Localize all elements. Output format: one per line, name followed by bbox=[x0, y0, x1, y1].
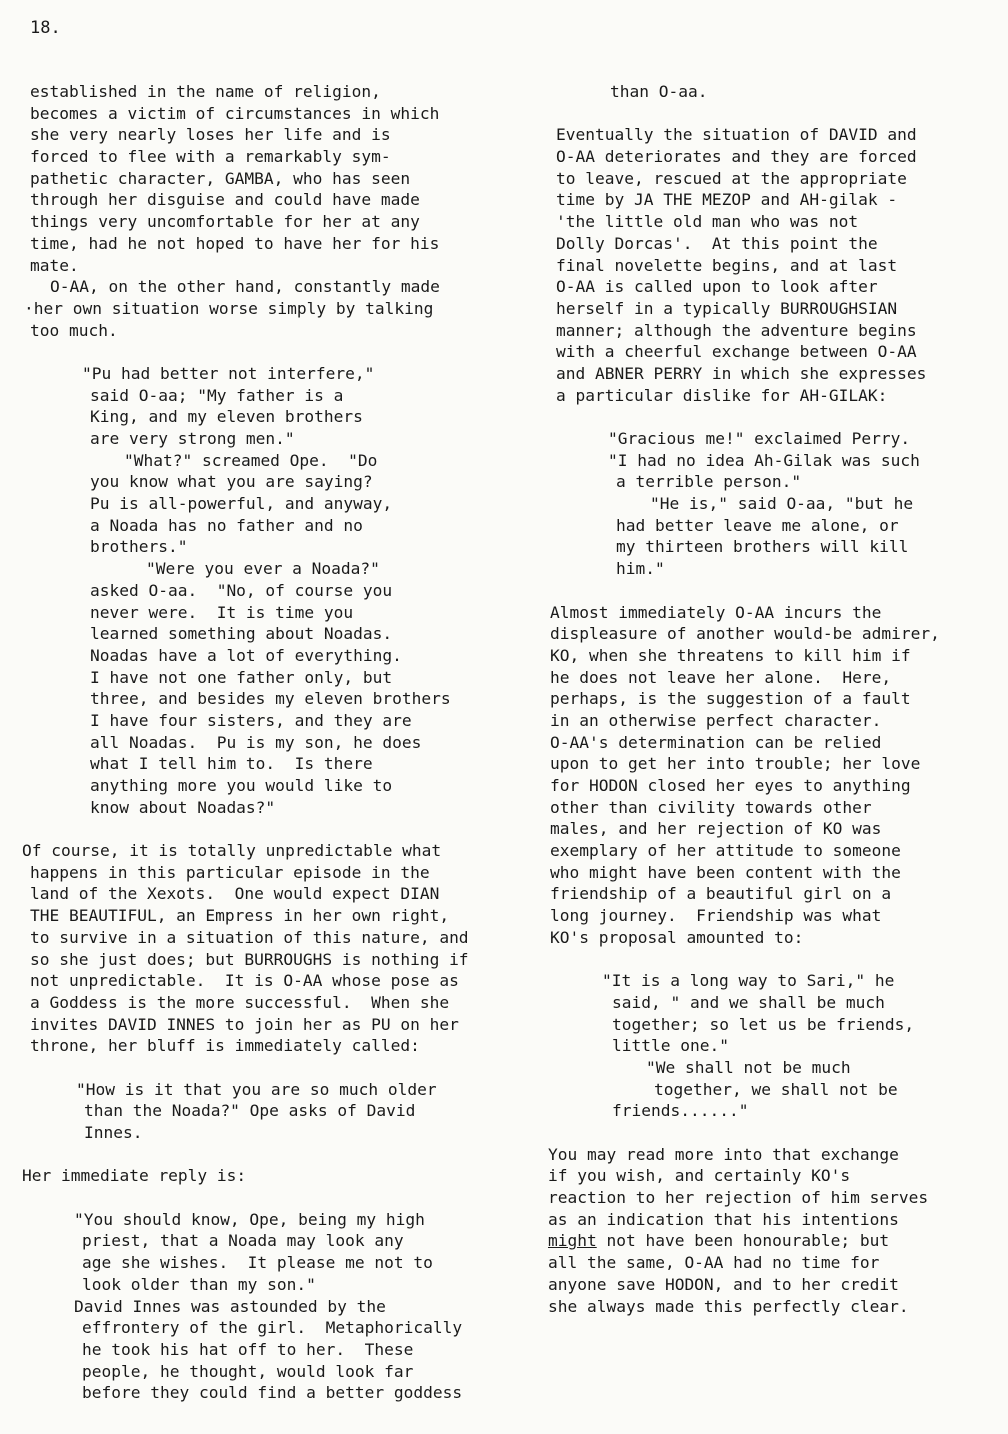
text-line: "How is it that you are so much older bbox=[76, 1079, 437, 1099]
text-line: in an otherwise perfect character. bbox=[550, 710, 882, 730]
text-line: effrontery of the girl. Metaphorically bbox=[82, 1318, 463, 1338]
text-line: Her immediate reply is: bbox=[22, 1166, 247, 1186]
text-line: happens in this particular episode in the bbox=[30, 862, 430, 882]
text-line: "It is a long way to Sari," he bbox=[602, 971, 895, 991]
text-line: brothers." bbox=[90, 537, 188, 557]
text-line: too much. bbox=[30, 320, 118, 340]
text-line: You may read more into that exchange bbox=[548, 1144, 899, 1164]
text-line: displeasure of another would-be admirer, bbox=[550, 624, 940, 644]
text-line: exemplary of her attitude to someone bbox=[550, 841, 901, 861]
text-line: learned something about Noadas. bbox=[90, 624, 393, 644]
text-line: O-AA's determination can be relied bbox=[550, 732, 882, 752]
right-column bbox=[550, 81, 995, 1317]
text-line: a particular dislike for AH-GILAK: bbox=[556, 385, 888, 405]
text-line: anything more you would like to bbox=[90, 776, 393, 795]
text-line: priest, that a Noada may look any bbox=[82, 1231, 404, 1251]
text-line: "We shall not be much bbox=[646, 1057, 851, 1077]
text-line: David Innes was astounded by the bbox=[74, 1296, 386, 1316]
text-line: what I tell him to. Is there bbox=[90, 754, 373, 774]
text-line: not unpredictable. It is O-AA whose pose as bbox=[30, 971, 459, 991]
text-line: Almost immediately O-AA incurs the bbox=[550, 602, 882, 622]
text-line: KO, when she threatens to kill him if bbox=[550, 645, 911, 665]
text-line: all the same, O-AA had no time for bbox=[548, 1253, 880, 1273]
text-line: said, " and we shall be much bbox=[612, 992, 885, 1012]
text-line: "Gracious me!" exclaimed Perry. bbox=[608, 429, 911, 448]
text-line: together, we shall not be bbox=[654, 1079, 898, 1099]
text-line: friendship of a beautiful girl on a bbox=[550, 884, 892, 904]
text-line: a Noada has no father and no bbox=[90, 515, 363, 535]
text-line: Innes. bbox=[84, 1123, 143, 1142]
text-line: Dolly Dorcas'. At this point the bbox=[556, 233, 878, 253]
text-line: King, and my eleven brothers bbox=[90, 407, 363, 427]
text-line: asked O-aa. "No, of course you bbox=[90, 580, 393, 600]
text-line: time, had he not hoped to have her for his bbox=[30, 233, 440, 253]
text-line: long journey. Friendship was what bbox=[550, 906, 882, 926]
text-line: together; so let us be friends, bbox=[612, 1014, 915, 1034]
text-line: are very strong men." bbox=[90, 429, 295, 448]
text-line: for HODON closed her eyes to anything bbox=[550, 776, 911, 795]
text-line: Pu is all-powerful, and anyway, bbox=[90, 494, 393, 514]
text-line: "He is," said O-aa, "but he bbox=[650, 494, 914, 514]
text-line: land of the Xexots. One would expect DIAN bbox=[30, 884, 440, 904]
text-line: so she just does; but BURROUGHS is nothing if bbox=[30, 949, 469, 969]
text-line: him." bbox=[616, 559, 665, 579]
text-line: "You should know, Ope, being my high bbox=[74, 1209, 425, 1229]
text-line: perhaps, is the suggestion of a fault bbox=[550, 689, 911, 709]
paragraph-gap bbox=[550, 580, 995, 602]
paragraph-gap bbox=[550, 949, 995, 971]
text-line: KO's proposal amounted to: bbox=[550, 927, 804, 947]
text-line: age she wishes. It please me not to bbox=[82, 1253, 433, 1273]
text-line: as an indication that his intentions bbox=[548, 1209, 899, 1229]
text-line: a terrible person." bbox=[616, 472, 802, 492]
text-line: herself in a typically BURROUGHSIAN bbox=[556, 298, 898, 318]
text-line: than the Noada?" Ope asks of David bbox=[84, 1101, 416, 1121]
text-line: ·her own situation worse simply by talking bbox=[24, 298, 434, 318]
paragraph-gap bbox=[550, 406, 995, 428]
paragraph-gap bbox=[22, 1187, 522, 1209]
text-line: friends......" bbox=[612, 1101, 749, 1121]
text-line: Of course, it is totally unpredictable what bbox=[22, 841, 442, 861]
text-line: to survive in a situation of this nature, and bbox=[30, 927, 469, 947]
paragraph-gap bbox=[22, 818, 522, 840]
text-line: she always made this perfectly clear. bbox=[548, 1296, 909, 1316]
text-line: "Were you ever a Noada?" bbox=[146, 559, 380, 579]
text-line: all Noadas. Pu is my son, he does bbox=[90, 732, 422, 752]
text-line: never were. It is time you bbox=[90, 602, 354, 622]
text-line: pathetic character, GAMBA, who has seen bbox=[30, 168, 411, 188]
text-line: than O-aa. bbox=[610, 82, 708, 101]
page-number: 18. bbox=[30, 18, 61, 38]
text-line: throne, her bluff is immediately called: bbox=[30, 1036, 420, 1056]
text-line: look older than my son." bbox=[82, 1274, 316, 1294]
text-line: invites DAVID INNES to join her as PU on her bbox=[30, 1014, 459, 1034]
text-line: my thirteen brothers will kill bbox=[616, 537, 909, 557]
text-line: reaction to her rejection of him serves bbox=[548, 1188, 929, 1208]
text-line: "I had no idea Ah-Gilak was such bbox=[608, 450, 920, 470]
text-line: O-AA deteriorates and they are forced bbox=[556, 147, 917, 167]
text-line: O-AA is called upon to look after bbox=[556, 277, 878, 297]
text-line: established in the name of religion, bbox=[30, 82, 381, 101]
text-line: a Goddess is the more successful. When she bbox=[30, 992, 450, 1012]
text-line: becomes a victim of circumstances in which bbox=[30, 103, 440, 123]
paragraph-gap bbox=[550, 103, 995, 125]
text-line: little one." bbox=[612, 1036, 729, 1056]
text-line: mate. bbox=[30, 255, 79, 275]
text-line: people, he thought, would look far bbox=[82, 1361, 414, 1381]
text-line: manner; although the adventure begins bbox=[556, 320, 917, 340]
text-line: upon to get her into trouble; her love bbox=[550, 754, 921, 774]
text-line: had better leave me alone, or bbox=[616, 515, 899, 535]
text-line: things very uncomfortable for her at any bbox=[30, 212, 420, 232]
text-line: time by JA THE MEZOP and AH-gilak - bbox=[556, 190, 898, 210]
text-line: you know what you are saying? bbox=[90, 472, 373, 492]
underlined-word: might bbox=[548, 1231, 597, 1251]
text-line: know about Noadas?" bbox=[90, 797, 276, 817]
text-line: to leave, rescued at the appropriate bbox=[556, 168, 907, 188]
text-line: he does not leave her alone. Here, bbox=[550, 667, 892, 687]
text-line: "What?" screamed Ope. "Do bbox=[124, 450, 378, 470]
text-line: she very nearly loses her life and is bbox=[30, 125, 391, 145]
text-line: before they could find a better goddess bbox=[82, 1383, 463, 1403]
text-line: I have not one father only, but bbox=[90, 667, 393, 687]
text-line: final novelette begins, and at last bbox=[556, 255, 898, 275]
text-line: Noadas have a lot of everything. bbox=[90, 645, 402, 665]
text-line: 'the little old man who was not bbox=[556, 212, 859, 232]
text-line: other than civility towards other bbox=[550, 797, 872, 817]
paragraph-gap bbox=[22, 341, 522, 363]
left-column bbox=[22, 81, 522, 1404]
text-line: Eventually the situation of DAVID and bbox=[556, 125, 917, 145]
text-line: and ABNER PERRY in which she expresses bbox=[556, 363, 927, 383]
text-line: O-AA, on the other hand, constantly made bbox=[50, 277, 440, 297]
text-line: if you wish, and certainly KO's bbox=[548, 1166, 851, 1186]
text-line: THE BEAUTIFUL, an Empress in her own right, bbox=[30, 906, 450, 926]
text-line: three, and besides my eleven brothers bbox=[90, 689, 451, 709]
text-line: "Pu had better not interfere," bbox=[82, 363, 375, 383]
text-line: with a cheerful exchange between O-AA bbox=[556, 342, 917, 362]
paragraph-gap bbox=[550, 1122, 995, 1144]
text-line: who might have been content with the bbox=[550, 862, 901, 882]
paragraph-gap bbox=[22, 1144, 522, 1166]
text-line: said O-aa; "My father is a bbox=[90, 385, 344, 405]
text-line: through her disguise and could have made bbox=[30, 190, 420, 210]
text-line: anyone save HODON, and to her credit bbox=[548, 1274, 899, 1294]
text-line: males, and her rejection of KO was bbox=[550, 819, 882, 839]
paragraph-gap bbox=[22, 1057, 522, 1079]
text-line: I have four sisters, and they are bbox=[90, 710, 412, 730]
text-line: might not have been honourable; but bbox=[548, 1231, 890, 1251]
text-line: forced to flee with a remarkably sym- bbox=[30, 147, 391, 167]
text-line: he took his hat off to her. These bbox=[82, 1339, 414, 1359]
